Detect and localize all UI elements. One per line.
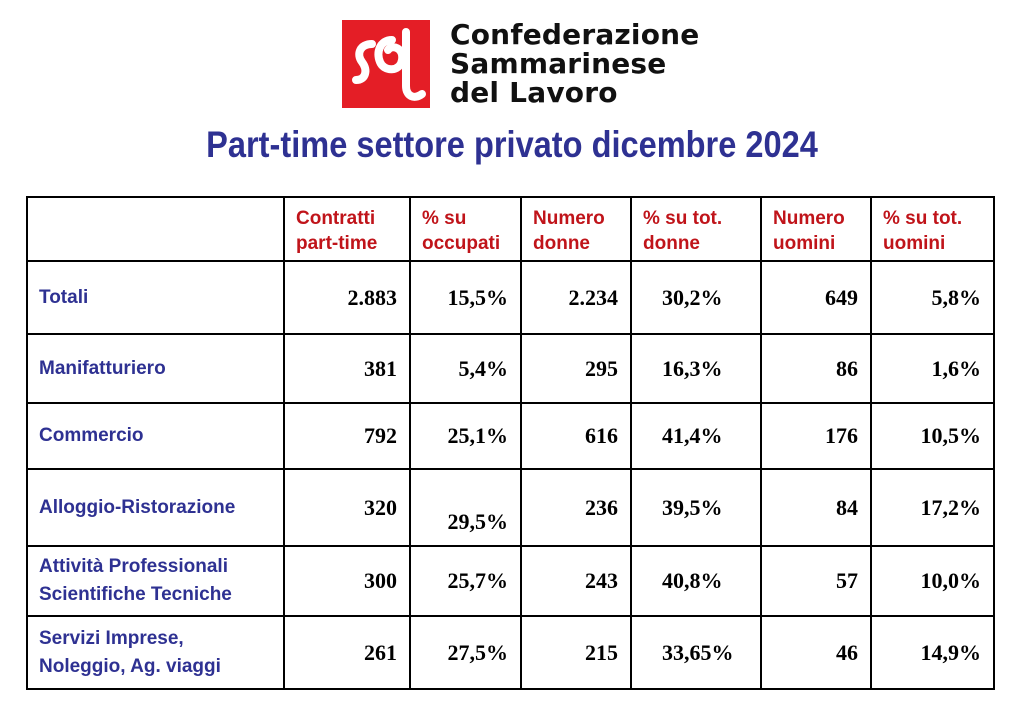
corner-cell (27, 197, 284, 261)
column-header-men-count: Numero uomini (761, 197, 871, 261)
cell-men-count: 57 (761, 546, 871, 616)
column-header-women-count: Numero donne (521, 197, 631, 261)
cell-contracts: 300 (284, 546, 410, 616)
cell-contracts: 792 (284, 403, 410, 469)
cell-contracts: 2.883 (284, 261, 410, 334)
org-line-3: del Lavoro (450, 76, 618, 109)
table-row (27, 469, 994, 546)
cell-pct-women: 40,8% (631, 546, 761, 616)
org-line-1: Confederazione (450, 18, 700, 51)
cell-pct-employed: 25,1% (410, 403, 521, 469)
organization-name (450, 20, 699, 107)
cell-pct-women: 33,65% (631, 616, 761, 689)
cell-women-count: 2.234 (521, 261, 631, 334)
cell-pct-women: 16,3% (631, 334, 761, 403)
cell-pct-men: 5,8% (871, 261, 994, 334)
column-header-pct-employed: % su occupati (410, 197, 521, 261)
cell-women-count: 243 (521, 546, 631, 616)
cell-pct-men: 17,2% (871, 469, 994, 546)
cell-pct-women: 30,2% (631, 261, 761, 334)
row-label: Attività Professionali Scientifiche Tecniche (27, 546, 284, 616)
cell-women-count: 295 (521, 334, 631, 403)
cell-contracts: 381 (284, 334, 410, 403)
cell-contracts: 261 (284, 616, 410, 689)
column-header-contracts: Contratti part-time (284, 197, 410, 261)
column-header-pct-women: % su tot. donne (631, 197, 761, 261)
table-row (27, 616, 994, 689)
cell-men-count: 84 (761, 469, 871, 546)
header (342, 20, 742, 112)
row-label: Servizi Imprese, Noleggio, Ag. viaggi (27, 616, 284, 689)
row-label: Manifatturiero (27, 334, 284, 403)
cell-women-count: 616 (521, 403, 631, 469)
cell-pct-employed: 15,5% (410, 261, 521, 334)
table-row (27, 403, 994, 469)
org-line-2: Sammarinese (450, 47, 667, 80)
row-label: Alloggio-Ristorazione (27, 469, 284, 546)
cell-women-count: 215 (521, 616, 631, 689)
cell-contracts: 320 (284, 469, 410, 546)
csdl-logo-icon (342, 20, 430, 108)
header-row (27, 197, 994, 261)
cell-pct-employed: 5,4% (410, 334, 521, 403)
cell-pct-women: 39,5% (631, 469, 761, 546)
cell-women-count: 236 (521, 469, 631, 546)
page-title: Part-time settore privato dicembre 2024 (206, 124, 818, 165)
cell-men-count: 176 (761, 403, 871, 469)
table-row (27, 546, 994, 616)
cell-pct-men: 10,5% (871, 403, 994, 469)
cell-men-count: 46 (761, 616, 871, 689)
cell-men-count: 649 (761, 261, 871, 334)
cell-pct-men: 14,9% (871, 616, 994, 689)
cell-pct-men: 10,0% (871, 546, 994, 616)
row-label: Totali (27, 261, 284, 334)
cell-men-count: 86 (761, 334, 871, 403)
cell-pct-employed: 29,5% (410, 469, 521, 546)
column-header-pct-men: % su tot. uomini (871, 197, 994, 261)
cell-pct-employed: 25,7% (410, 546, 521, 616)
cell-pct-employed: 27,5% (410, 616, 521, 689)
table-row (27, 261, 994, 334)
cell-pct-women: 41,4% (631, 403, 761, 469)
part-time-table (26, 196, 995, 690)
cell-pct-men: 1,6% (871, 334, 994, 403)
table-row (27, 334, 994, 403)
row-label: Commercio (27, 403, 284, 469)
